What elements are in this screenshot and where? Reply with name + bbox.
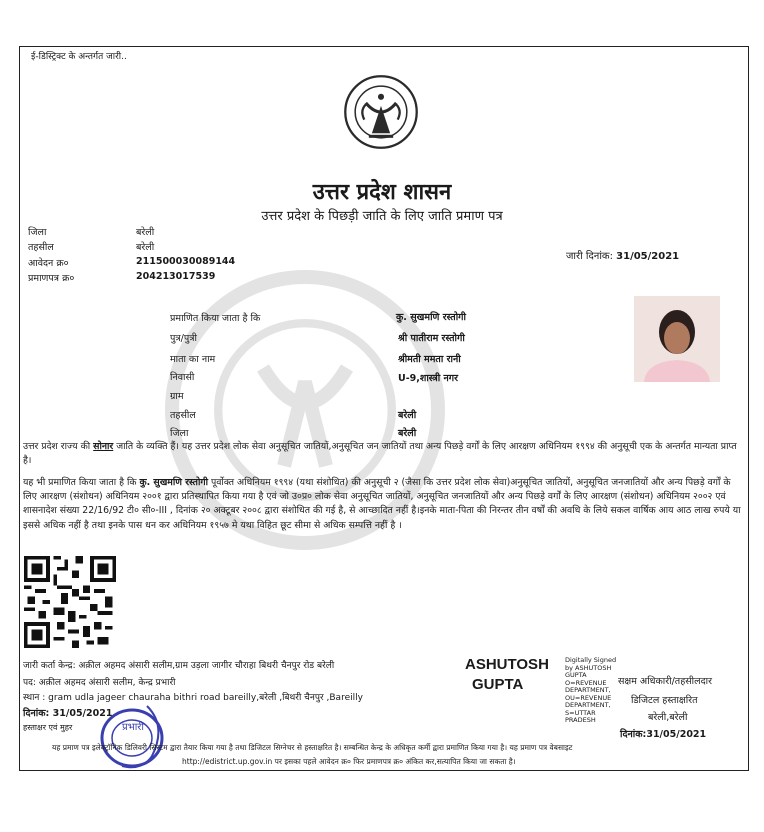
meta-value-application-no: 211500030089144	[136, 256, 236, 267]
detail-value-address: U-9,शास्त्री नगर	[398, 373, 459, 384]
up-government-emblem-icon	[343, 74, 419, 150]
detail-value-father: श्री पातीराम रस्तोगी	[398, 333, 465, 344]
caste-paragraph: उत्तर प्रदेश राज्य की सोनार जाति के व्यक्ति हैं। यह उत्तर प्रदेश लोक सेवा अनुसूचित जातियों,अनुसूचित जन जातियों तथा अन्य पिछड़े वर्गों के लिए आरक्षण अधिनियम १९९४ की अनुसूची एक के अन्तर्गत मान्यता प्राप्त है।	[23, 441, 737, 467]
meta-value-district: बरेली	[136, 227, 155, 238]
issue-date-label: जारी दिनांक:	[566, 251, 613, 262]
declaration-paragraph: यह भी प्रमाणित किया जाता है कि कु. सुखमणि रस्तोगी पूर्वोक्त अधिनियम १९९४ (यथा संशोधित) की अनुसूची २ (जैसा कि उत्तर प्रदेश लोक सेवा)अनुसूचित जातियों, अनुसूचित जनजातियों और अन्य पिछड़े वर्गों के लिए आरक्षण (संशोधन) अधिनियम २००१ द्वारा प्रतिस्थापित किया गया है एवं जो उ०प्र० लोक सेवा अनुसूचित जातियों, अनुसूचित जनजातियों और अन्य पिछड़े वर्गों के लिए आरक्षण (संशोधन) अधिनियम २००२ एवं शासनादेश संख्या 22/16/92 टी० सी०-III , दिनांक २० अक्टूबर २००८ द्वारा संशोधित की गई है, से आच्छादित नहीं है।इनके माता-पिता की निरन्तर तीन वर्षों की अवधि के लिये सकल वार्षिक आय आठ लाख रुपये या इससे अधिक नहीं है तथा इनके पास धन कर अधिनियम १९५७ मे यथा विहित छूट सीमा से अधिक सम्पत्ति नहीं है ।	[23, 477, 741, 531]
official-stamp-icon	[92, 696, 192, 776]
detail-label-mother: माता का नाम	[170, 354, 216, 365]
meta-value-certificate-no: 204213017539	[136, 271, 216, 282]
qr-code-icon	[24, 556, 116, 648]
meta-label-tehsil: तहसील	[28, 242, 54, 253]
digital-signature-details: Digitally Signed by ASHUTOSH GUPTA O=REVENUE DEPARTMENT, OU=REVENUE DEPARTMENT, S=UTTAR PRADESH	[565, 656, 617, 724]
detail-value-mother: श्रीमती ममता रानी	[398, 354, 461, 365]
applicant-photo	[634, 296, 720, 382]
person-photo-icon	[634, 296, 720, 382]
signer-name-line1: ASHUTOSH	[465, 656, 549, 673]
declaration-name: कु. सुखमणि रस्तोगी	[139, 477, 208, 488]
issue-date-value: 31/05/2021	[616, 251, 680, 262]
edistrict-note: ई-डिस्ट्रिक्ट के अन्तर्गत जारी..	[31, 52, 127, 62]
page-title: उत्तर प्रदेश शासन	[312, 179, 452, 205]
footer-note-line1: यह प्रमाण पत्र इलेक्ट्रॉनिक डिलिवरी सिस्टम द्वारा तैयार किया गया है तथा डिजिटल सिग्नेचर से हस्ताक्षरित है। सम्बन्धित केन्द्र के अधिकृत कर्मी द्वारा प्रमाणित किया गया है। यह प्रमाण पत्र वेबसाइट	[52, 743, 573, 752]
caste-value: सोनार	[93, 441, 114, 452]
detail-value-district: बरेली	[398, 428, 417, 439]
issuer-place: स्थान : gram udla jageer chauraha bithri road bareilly,बरेली ,बिथरी चैनपुर ,Bareilly	[23, 693, 363, 703]
detail-label-district: जिला	[170, 428, 189, 439]
signer-name-line2: GUPTA	[472, 676, 524, 693]
certificate-subtitle: उत्तर प्रदेश के पिछड़ी जाति के लिए जाति प्रमाण पत्र	[261, 209, 503, 224]
detail-value-tehsil: बरेली	[398, 410, 417, 421]
footer-note-line2: http://edistrict.up.gov.in पर इसका पहले आवेदन क्र० फिर प्रमाणपत्र क्र० अंकित कर,सत्यापित किया जा सकता है।	[182, 757, 516, 766]
meta-label-district: जिला	[28, 227, 47, 238]
detail-value-name: कु. सुखमणि रस्तोगी	[396, 312, 466, 323]
officer-designation: सक्षम अधिकारी/तहसीलदार	[618, 676, 712, 687]
issuer-centre: जारी कर्ता केन्द्र: अक़ील अहमद अंसारी सलीम,ग्राम उड़ला जागीर चौराहा बिथरी चैनपुर रोड बरेली	[23, 661, 335, 671]
stamp-text: प्रभारी	[122, 722, 144, 733]
issue-date	[566, 248, 679, 262]
detail-label-village: ग्राम	[170, 391, 184, 402]
detail-label-resident: निवासी	[170, 372, 195, 383]
meta-label-application-no: आवेदन क्र०	[28, 258, 69, 269]
issuer-date: दिनांक: 31/05/2021	[23, 708, 113, 719]
detail-label-tehsil: तहसील	[170, 410, 196, 421]
officer-location: बरेली,बरेली	[648, 712, 688, 723]
officer-digitally-signed: डिजिटल हस्ताक्षरित	[631, 695, 698, 706]
issuer-post: पद: अक़ील अहमद अंसारी सलीम, केन्द्र प्रभारी	[23, 678, 176, 688]
detail-label-certified: प्रमाणित किया जाता है कि	[170, 313, 261, 324]
meta-label-certificate-no: प्रमाणपत्र क्र०	[28, 273, 75, 284]
officer-date: दिनांक:31/05/2021	[620, 729, 707, 740]
meta-value-tehsil: बरेली	[136, 242, 155, 253]
signature-seal-label: हस्ताक्षर एवं मुहर	[23, 723, 73, 732]
detail-label-child-of: पुत्र/पुत्री	[170, 333, 197, 344]
